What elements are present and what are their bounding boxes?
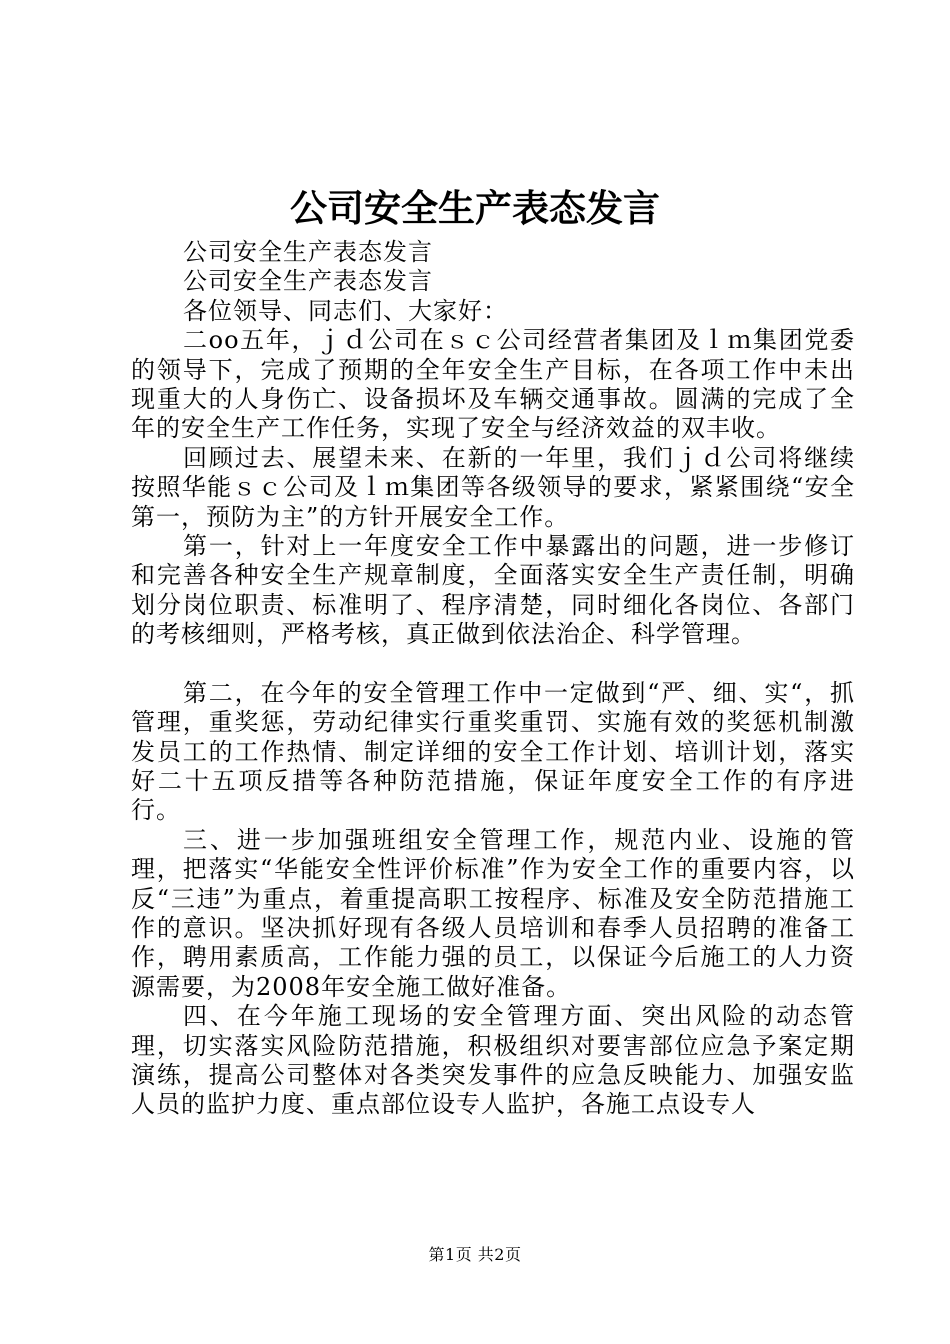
page-number-footer: 第1页 共2页: [428, 1245, 522, 1264]
paragraph-gap: [131, 650, 855, 679]
paragraph-point-2: 第二，在今年的安全管理工作中一定做到“严、细、实“，抓管理，重奖惩，劳动纪律实行重奖重罚、实施有效的奖惩机制激发员工的工作热情、制定详细的安全工作计划、培训计划，落实好二十五项反措等各种防范措施，保证年度安全工作的有序进行。: [131, 678, 855, 825]
paragraph-summary: 二oo五年，ｊｄ公司在ｓｃ公司经营者集团及ｌｍ集团党委的领导下，完成了预期的全年安全生产目标，在各项工作中未出现重大的人身伤亡、设备损坏及车辆交通事故。圆满的完成了全年的安全生产工作任务，实现了安全与经济效益的双丰收。: [131, 326, 855, 443]
paragraph-point-3: 三、进一步加强班组安全管理工作，规范内业、设施的管理，把落实“华能安全性评价标准”作为安全工作的重要内容，以反“三违”为重点，着重提高职工按程序、标准及安全防范措施工作的意识。坚决抓好现有各级人员培训和春季人员招聘的准备工作，聘用素质高，工作能力强的员工，以保证今后施工的人力资源需要，为2008年安全施工做好准备。: [131, 825, 855, 1001]
paragraph-subtitle-1: 公司安全生产表态发言: [183, 238, 433, 266]
paragraph-point-1: 第一，针对上一年度安全工作中暴露出的问题，进一步修订和完善各种安全生产规章制度，全面落实安全生产责任制，明确划分岗位职责、标准明了、程序清楚，同时细化各岗位、各部门的考核细则，严格考核，真正做到依法治企、科学管理。: [131, 532, 855, 649]
paragraph-greeting: 各位领导、同志们、大家好：: [183, 296, 508, 325]
document-title: 公司安全生产表态发言: [290, 186, 660, 230]
paragraph-subtitle-2: 公司安全生产表态发言: [183, 267, 433, 296]
paragraph-outlook: 回顾过去、展望未来、在新的一年里，我们ｊｄ公司将继续按照华能ｓｃ公司及ｌｍ集团等各级领导的要求，紧紧围绕“安全第一，预防为主”的方针开展安全工作。: [131, 443, 855, 531]
paragraph-point-4: 四、在今年施工现场的安全管理方面、突出风险的动态管理，切实落实风险防范措施，积极组织对要害部位应急予案定期演练，提高公司整体对各类突发事件的应急反映能力、加强安监人员的监护力度、重点部位设专人监护，各施工点设专人: [131, 1002, 855, 1119]
document-body: [131, 238, 855, 1120]
